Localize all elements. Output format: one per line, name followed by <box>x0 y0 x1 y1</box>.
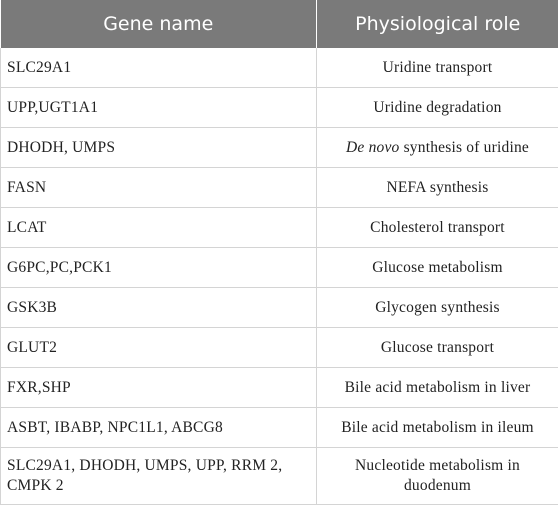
header-gene-name: Gene name <box>1 0 317 48</box>
role-cell: Glucose metabolism <box>317 248 558 288</box>
gene-cell: LCAT <box>1 208 317 248</box>
header-row <box>1 0 558 48</box>
gene-cell: FASN <box>1 168 317 208</box>
table-row <box>1 448 558 505</box>
table-row <box>1 168 558 208</box>
gene-cell: DHODH, UMPS <box>1 128 317 168</box>
table-row <box>1 48 558 88</box>
role-cell: Cholesterol transport <box>317 208 558 248</box>
table-row <box>1 88 558 128</box>
role-cell: Bile acid metabolism in ileum <box>317 408 558 448</box>
role-italic-term: De novo <box>346 139 399 156</box>
role-cell: Uridine transport <box>317 48 558 88</box>
role-cell: Nucleotide metabolism in duodenum <box>317 448 558 505</box>
gene-cell: FXR,SHP <box>1 368 317 408</box>
table-row <box>1 328 558 368</box>
role-cell: Glucose transport <box>317 328 558 368</box>
table-row <box>1 288 558 328</box>
role-cell: Bile acid metabolism in liver <box>317 368 558 408</box>
role-cell: Uridine degradation <box>317 88 558 128</box>
gene-cell: UPP,UGT1A1 <box>1 88 317 128</box>
table-row <box>1 408 558 448</box>
table-row <box>1 248 558 288</box>
table-header <box>1 0 558 48</box>
table-body <box>1 48 558 505</box>
gene-cell: GLUT2 <box>1 328 317 368</box>
table-row <box>1 128 558 168</box>
gene-cell: SLC29A1, DHODH, UMPS, UPP, RRM 2, CMPK 2 <box>1 448 317 505</box>
gene-cell: GSK3B <box>1 288 317 328</box>
gene-cell: G6PC,PC,PCK1 <box>1 248 317 288</box>
header-physiological-role: Physiological role <box>317 0 558 48</box>
role-cell: Glycogen synthesis <box>317 288 558 328</box>
role-cell: NEFA synthesis <box>317 168 558 208</box>
table-row <box>1 368 558 408</box>
gene-cell: ASBT, IBABP, NPC1L1, ABCG8 <box>1 408 317 448</box>
gene-cell: SLC29A1 <box>1 48 317 88</box>
role-cell <box>317 128 558 168</box>
table-row <box>1 208 558 248</box>
role-text: synthesis of uridine <box>400 139 529 156</box>
